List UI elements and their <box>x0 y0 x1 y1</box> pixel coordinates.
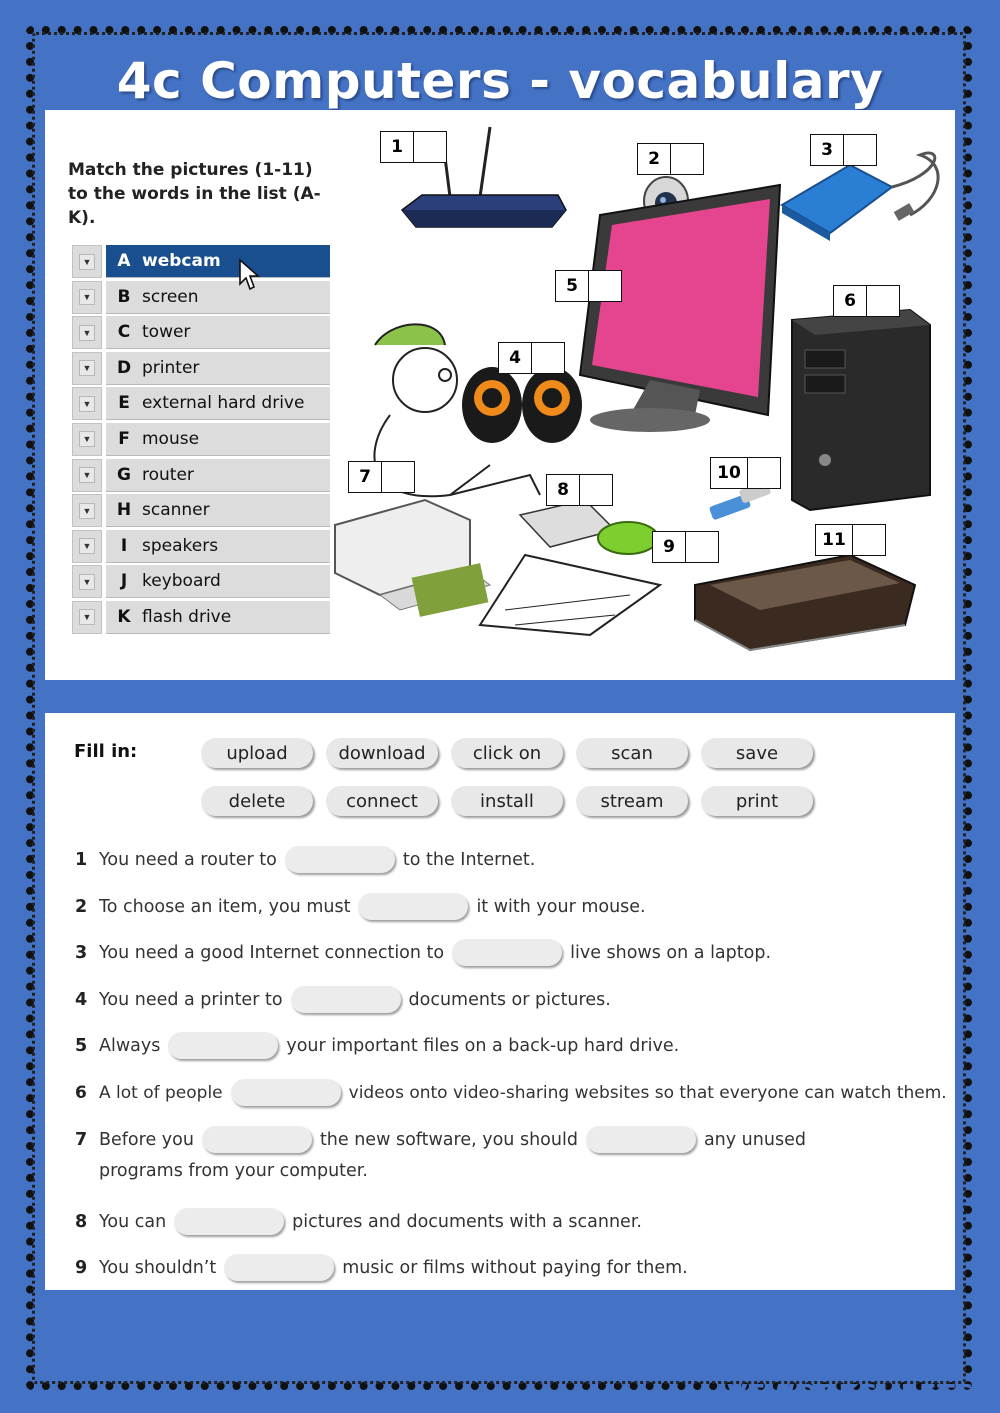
list-item[interactable]: ▼ D printer <box>72 352 330 385</box>
answer-blank[interactable] <box>452 939 562 966</box>
picture-number-box[interactable]: 5 <box>555 270 622 302</box>
word-chip[interactable]: print <box>701 786 813 816</box>
word-list <box>72 245 330 637</box>
sentence-3: 3 You need a good Internet connection to live shows on a laptop. <box>75 939 771 966</box>
printer-image <box>335 500 490 617</box>
word-chip[interactable]: stream <box>576 786 688 816</box>
picture-number-box[interactable]: 10 <box>710 457 781 489</box>
answer-blank[interactable] <box>168 1032 278 1059</box>
sentence-1: 1 You need a router to to the Internet. <box>75 846 535 873</box>
list-item[interactable]: ▼ B screen <box>72 281 330 314</box>
answer-blank[interactable] <box>358 893 468 920</box>
page-title: 4c Computers - vocabulary <box>116 52 884 110</box>
word-chip[interactable]: click on <box>451 738 563 768</box>
word-chip[interactable]: delete <box>201 786 313 816</box>
sentence-9: 9 You shouldn’t music or films without paying for them. <box>75 1254 688 1281</box>
answer-blank[interactable] <box>202 1126 312 1153</box>
dropdown-arrow[interactable] <box>72 565 102 598</box>
dropdown-arrow[interactable] <box>72 530 102 563</box>
chevron-down-icon: ▼ <box>79 503 95 519</box>
picture-number-box[interactable]: 11 <box>815 524 886 556</box>
sentence-2: 2 To choose an item, you must it with your mouse. <box>75 893 646 920</box>
picture-number-box[interactable]: 9 <box>652 531 719 563</box>
tower-image <box>792 310 930 510</box>
picture-number-box[interactable]: 8 <box>546 474 613 506</box>
chevron-down-icon: ▼ <box>79 254 95 270</box>
sentence-8: 8 You can pictures and documents with a scanner. <box>75 1208 642 1235</box>
dropdown-arrow[interactable] <box>72 601 102 634</box>
matching-instruction: Match the pictures (1-11) to the words in the list (A-K). <box>68 160 321 228</box>
picture-number-box[interactable]: 1 <box>380 131 447 163</box>
sentence-7-continued: programs from your computer. <box>99 1161 368 1181</box>
mouse-image <box>598 522 658 554</box>
mouse-cursor-icon <box>238 258 260 292</box>
word-chip[interactable]: install <box>451 786 563 816</box>
list-item[interactable]: ▼ A webcam <box>72 245 330 278</box>
chevron-down-icon: ▼ <box>79 609 95 625</box>
chevron-down-icon: ▼ <box>79 467 95 483</box>
chevron-down-icon: ▼ <box>79 396 95 412</box>
chevron-down-icon: ▼ <box>79 325 95 341</box>
answer-blank[interactable] <box>174 1208 284 1235</box>
dropdown-arrow[interactable] <box>72 352 102 385</box>
dropdown-arrow[interactable] <box>72 245 102 278</box>
dropdown-arrow[interactable] <box>72 423 102 456</box>
sentence-4: 4 You need a printer to documents or pictures. <box>75 986 611 1013</box>
word-chip[interactable]: upload <box>201 738 313 768</box>
dropdown-arrow[interactable] <box>72 281 102 314</box>
external-hard-drive-image <box>782 153 938 241</box>
keyboard-image <box>480 500 660 635</box>
answer-blank[interactable] <box>291 986 401 1013</box>
speakers-image <box>462 367 582 443</box>
list-item[interactable]: ▼ E external hard drive <box>72 387 330 420</box>
sentence-5: 5 Always your important files on a back-up hard drive. <box>75 1032 679 1059</box>
answer-blank[interactable] <box>224 1254 334 1281</box>
list-item[interactable]: ▼ C tower <box>72 316 330 349</box>
answer-blank[interactable] <box>285 846 395 873</box>
dropdown-arrow[interactable] <box>72 459 102 492</box>
answer-blank[interactable] <box>586 1126 696 1153</box>
list-item[interactable]: ▼ F mouse <box>72 423 330 456</box>
picture-number-box[interactable]: 7 <box>348 461 415 493</box>
list-item[interactable]: ▼ G router <box>72 459 330 492</box>
list-item[interactable]: ▼ H scanner <box>72 494 330 527</box>
picture-number-box[interactable]: 6 <box>833 285 900 317</box>
list-item[interactable]: ▼ K flash drive <box>72 601 330 634</box>
picture-number-box[interactable]: 3 <box>810 134 877 166</box>
word-chip[interactable]: save <box>701 738 813 768</box>
monitor-image <box>580 185 780 432</box>
liveworksheets-watermark: LIVEWORKSHEETS <box>700 1380 975 1410</box>
list-item[interactable]: ▼ I speakers <box>72 530 330 563</box>
picture-number-box[interactable]: 2 <box>637 143 704 175</box>
chevron-down-icon: ▼ <box>79 574 95 590</box>
dropdown-arrow[interactable] <box>72 387 102 420</box>
picture-number-box[interactable]: 4 <box>498 342 565 374</box>
chevron-down-icon: ▼ <box>79 431 95 447</box>
sentence-6: 6 A lot of people videos onto video-sharing websites so that everyone can watch them. <box>75 1079 947 1106</box>
word-chip[interactable]: connect <box>326 786 438 816</box>
answer-blank[interactable] <box>231 1079 341 1106</box>
word-chip[interactable]: scan <box>576 738 688 768</box>
scanner-image <box>695 555 915 650</box>
chevron-down-icon: ▼ <box>79 289 95 305</box>
chevron-down-icon: ▼ <box>79 538 95 554</box>
dropdown-arrow[interactable] <box>72 316 102 349</box>
chevron-down-icon: ▼ <box>79 360 95 376</box>
sentence-7: 7 Before you the new software, you should any unused <box>75 1126 806 1153</box>
fill-in-label: Fill in: <box>74 741 138 762</box>
dropdown-arrow[interactable] <box>72 494 102 527</box>
computer-equipment-illustration <box>330 115 950 675</box>
word-chip[interactable]: download <box>326 738 438 768</box>
list-item[interactable]: ▼ J keyboard <box>72 565 330 598</box>
